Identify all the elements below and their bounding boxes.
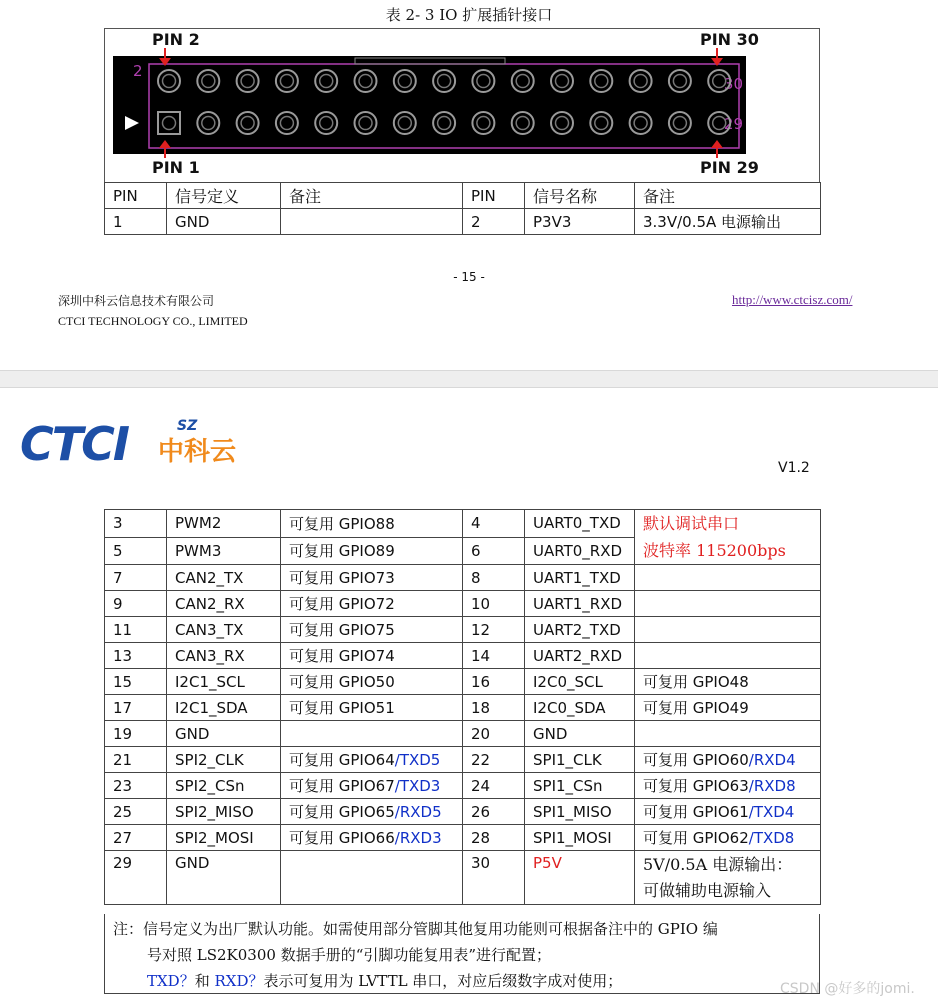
logo-cn: 中科云 [158,437,237,466]
pin-pad [197,112,219,134]
uart0-note-line-2: 波特率 115200bps [643,541,786,560]
th-signal-name: 信号名称 [525,183,635,209]
cell-pin: 27 [105,825,167,851]
cell-remark [281,851,463,905]
cell-signal-2: UART0_TXD [525,510,635,538]
pin-pad [590,70,612,92]
pin-pad [276,112,298,134]
pin-hole [595,117,608,130]
remark-text: 可复用 GPIO66 [289,829,395,847]
table-row [105,721,821,747]
cell-signal-2: UART2_RXD [525,643,635,669]
page-number: - 15 - [453,270,485,284]
remark-text: 可复用 GPIO63 [643,777,749,795]
pin29-arrow-icon [707,138,727,158]
table-row [105,747,821,773]
pin-pad [276,70,298,92]
table-row [105,669,821,695]
cell-signal: I2C1_SCL [167,669,281,695]
silk-label-30: 30 [723,75,743,93]
remark-text: 可复用 GPIO89 [289,542,395,561]
pin-hole [556,75,569,88]
cell-signal: PWM2 [167,510,281,538]
pin-header-svg [113,56,746,154]
table-row [105,591,821,617]
cell-remark-2 [635,565,821,591]
cell-pin: 7 [105,565,167,591]
remark-text: 可复用 GPIO75 [289,621,395,639]
pin-pad [630,112,652,134]
cell-pin: 17 [105,695,167,721]
pin-hole [163,75,176,88]
pin-pad [237,70,259,92]
pin-pad [472,112,494,134]
website-link[interactable]: http://www.ctcisz.com/ [732,292,853,307]
table-row [105,799,821,825]
remark-text: 可复用 GPIO51 [289,699,395,717]
cell-remark [281,799,463,825]
pin-pad [433,112,455,134]
cell-signal: SPI2_CLK [167,747,281,773]
cell-signal-2: UART2_TXD [525,617,635,643]
cell-pin: 23 [105,773,167,799]
pin-hole [359,75,372,88]
th-pin-2: PIN [463,183,525,209]
remark-uart-suffix: /RXD4 [748,751,796,769]
pin-pad [315,70,337,92]
company-name-en: CTCI TECHNOLOGY CO., LIMITED [58,314,248,328]
pin-hole [438,117,451,130]
cell-signal: GND [167,721,281,747]
cell-signal-2: SPI1_MISO [525,799,635,825]
logo-sz: SZ [177,418,198,434]
pin-pad [512,112,534,134]
remark-text: 可复用 GPIO61 [643,803,749,821]
cell-signal: CAN3_TX [167,617,281,643]
cell-pin: 9 [105,591,167,617]
cell-signal-2: SPI1_CLK [525,747,635,773]
pin29-label: PIN 29 [700,158,759,177]
table-row [105,643,821,669]
pin1-label: PIN 1 [152,158,200,177]
table-row [105,851,821,905]
pin-hole [477,117,490,130]
cell-signal: CAN3_RX [167,643,281,669]
note-txd: TXD？ [147,972,195,990]
header-table-head-row [105,183,821,209]
pin30-arrow-icon [707,48,727,68]
pin-hole [477,75,490,88]
p5v-remark-line-2: 可做辅助电源输入 [643,880,772,900]
ctci-logo [20,416,250,466]
remark-uart-suffix: /RXD5 [394,803,442,821]
remark-uart-suffix: /TXD4 [748,803,795,821]
cell-signal: CAN2_TX [167,565,281,591]
pin-pad [551,70,573,92]
note-line-3 [113,968,811,994]
cell-remark-2 [635,747,821,773]
table-row [105,209,821,235]
table-row [105,773,821,799]
remark-text: 可复用 GPIO64 [289,751,395,769]
cell-remark [281,643,463,669]
cell-signal-2: P5V [525,851,635,905]
pin-hole [241,117,254,130]
cell-signal-2: UART1_RXD [525,591,635,617]
cell-signal-2: SPI1_MOSI [525,825,635,851]
remark-uart-suffix: /TXD3 [394,777,441,795]
cell-remark [281,747,463,773]
pin-pad [394,112,416,134]
pin-hole [280,75,293,88]
cell-remark [281,825,463,851]
pin-pad [669,112,691,134]
cell-pin: 19 [105,721,167,747]
cell-pin-2: 8 [463,565,525,591]
pin-pad [551,112,573,134]
cell-pin-2: 18 [463,695,525,721]
cell-remark-2 [635,669,821,695]
remark-uart-suffix: /RXD8 [748,777,796,795]
cell-pin-2: 16 [463,669,525,695]
table-row [105,510,821,538]
table-row [105,825,821,851]
cell-pin: 1 [105,209,167,235]
cell-signal: SPI2_MISO [167,799,281,825]
cell-pin: 3 [105,510,167,538]
pin-hole [163,117,176,130]
cell-pin-2: 12 [463,617,525,643]
pin-pad [472,70,494,92]
pin-pad [512,70,534,92]
remark-text: 可复用 GPIO74 [289,647,395,665]
remark-text: 可复用 GPIO73 [289,569,395,587]
cell-remark-2 [635,799,821,825]
pin-pad [158,70,180,92]
pin-header-footprint [113,56,746,154]
version-label: V1.2 [778,460,810,476]
note-rest: 表示可复用为 LVTTL 串口，对应后缀数字成对使用； [263,972,623,990]
pin-hole [359,117,372,130]
table-row [105,565,821,591]
cell-remark-2 [635,773,821,799]
cell-pin: 11 [105,617,167,643]
cell-pin-2: 22 [463,747,525,773]
cell-signal: GND [167,209,281,235]
pin-hole [398,117,411,130]
cell-signal-2: UART0_RXD [525,537,635,565]
pin-hole [516,117,529,130]
cell-pin-2: 14 [463,643,525,669]
cell-remark [281,209,463,235]
cell-signal-2: I2C0_SDA [525,695,635,721]
cell-remark [281,537,463,565]
pin2-arrow-icon [155,48,175,68]
remark-uart-suffix: /TXD5 [394,751,441,769]
header-key-notch [355,58,505,64]
cell-signal-2: I2C0_SCL [525,669,635,695]
cell-pin-2: 24 [463,773,525,799]
pin-hole [516,75,529,88]
cell-signal: SPI2_CSn [167,773,281,799]
cell-pin-2: 20 [463,721,525,747]
pin-hole [634,117,647,130]
cell-signal: CAN2_RX [167,591,281,617]
pin-pad [355,70,377,92]
csdn-watermark: CSDN @好多的jomi. [780,981,915,997]
pin-hole [202,75,215,88]
remark-uart-suffix: /TXD8 [748,829,795,847]
cell-signal: PWM3 [167,537,281,565]
note-and: 和 [194,972,215,990]
cell-pin: 15 [105,669,167,695]
cell-signal: SPI2_MOSI [167,825,281,851]
cell-signal-2: GND [525,721,635,747]
header-table [104,182,821,235]
cell-pin: 5 [105,537,167,565]
cell-p5v-remark [635,851,821,905]
cell-remark [281,617,463,643]
pin-pad [355,112,377,134]
cell-pin-2: 4 [463,510,525,538]
logo-latin: CTCI [20,417,129,466]
table-caption: 表 2- 3 IO 扩展插针接口 [385,6,553,24]
pin-pad [394,70,416,92]
cell-remark-2 [635,617,821,643]
cell-remark-2 [635,721,821,747]
silk-label-2: 2 [133,62,143,80]
th-pin: PIN [105,183,167,209]
pin1-arrow-icon [155,138,175,158]
pin-pad [315,112,337,134]
company-name-cn: 深圳中科云信息技术有限公司 [58,294,215,308]
cell-remark-2 [635,825,821,851]
pin1-marker-icon [125,116,139,130]
cell-pin-2: 2 [463,209,525,235]
pin-table [104,509,821,905]
remark-text: 可复用 GPIO48 [643,673,749,691]
cell-remark-2 [635,643,821,669]
pin-hole [438,75,451,88]
cell-pin: 25 [105,799,167,825]
remark-text: 可复用 GPIO88 [289,514,395,533]
cell-signal: I2C1_SDA [167,695,281,721]
remark-text: 可复用 GPIO60 [643,751,749,769]
cell-pin-2: 6 [463,537,525,565]
pin-hole [556,117,569,130]
cell-signal-2: SPI1_CSn [525,773,635,799]
th-signal-def: 信号定义 [167,183,281,209]
cell-remark [281,773,463,799]
remark-uart-suffix: /RXD3 [394,829,442,847]
page-separator [0,370,938,388]
pin-pad [237,112,259,134]
cell-pin-2: 10 [463,591,525,617]
pin-hole [673,75,686,88]
remark-text: 可复用 GPIO50 [289,673,395,691]
pin-pad [433,70,455,92]
remark-text: 可复用 GPIO49 [643,699,749,717]
th-remark: 备注 [281,183,463,209]
table-row [105,695,821,721]
cell-remark [281,721,463,747]
uart0-note-line-1: 默认调试串口 [643,514,740,533]
cell-pin-2: 28 [463,825,525,851]
pin-hole [320,75,333,88]
pin-hole [634,75,647,88]
cell-remark [281,510,463,538]
cell-remark-2 [635,591,821,617]
cell-signal: GND [167,851,281,905]
pin-hole [320,117,333,130]
note-box [104,914,820,994]
p5v-remark-line-1: 5V/0.5A 电源输出： [643,854,793,874]
pin-hole [398,75,411,88]
pin-hole [673,117,686,130]
cell-remark-2: 3.3V/0.5A 电源输出 [635,209,821,235]
pin-pad-square [158,112,180,134]
cell-remark [281,695,463,721]
cell-pin: 21 [105,747,167,773]
pin-hole [241,75,254,88]
cell-uart0-note [635,510,821,565]
cell-pin: 13 [105,643,167,669]
pin-hole [202,117,215,130]
cell-remark [281,669,463,695]
th-remark-2: 备注 [635,183,821,209]
pin-pad [630,70,652,92]
pin-pad [590,112,612,134]
cell-pin: 29 [105,851,167,905]
silk-label-29: 29 [723,115,743,133]
cell-signal-2: P3V3 [525,209,635,235]
note-rxd: RXD？ [214,972,264,990]
cell-remark-2 [635,695,821,721]
pin-pad [669,70,691,92]
pin-hole [280,117,293,130]
remark-text: 可复用 GPIO65 [289,803,395,821]
remark-text: 可复用 GPIO72 [289,595,395,613]
note-line-2: 号对照 LS2K0300 数据手册的“引脚功能复用表”进行配置； [147,946,552,964]
pin-pad [197,70,219,92]
pin-hole [595,75,608,88]
remark-text: 可复用 GPIO62 [643,829,749,847]
cell-remark [281,565,463,591]
table-row [105,617,821,643]
cell-signal-2: UART1_TXD [525,565,635,591]
cell-pin-2: 30 [463,851,525,905]
pin2-label: PIN 2 [152,30,200,49]
cell-remark [281,591,463,617]
pin-grid [158,70,730,134]
pin30-label: PIN 30 [700,30,759,49]
note-line-1: 注：信号定义为出厂默认功能。如需使用部分管脚其他复用功能则可根据备注中的 GPIO 编 [113,920,718,938]
cell-pin-2: 26 [463,799,525,825]
remark-text: 可复用 GPIO67 [289,777,395,795]
